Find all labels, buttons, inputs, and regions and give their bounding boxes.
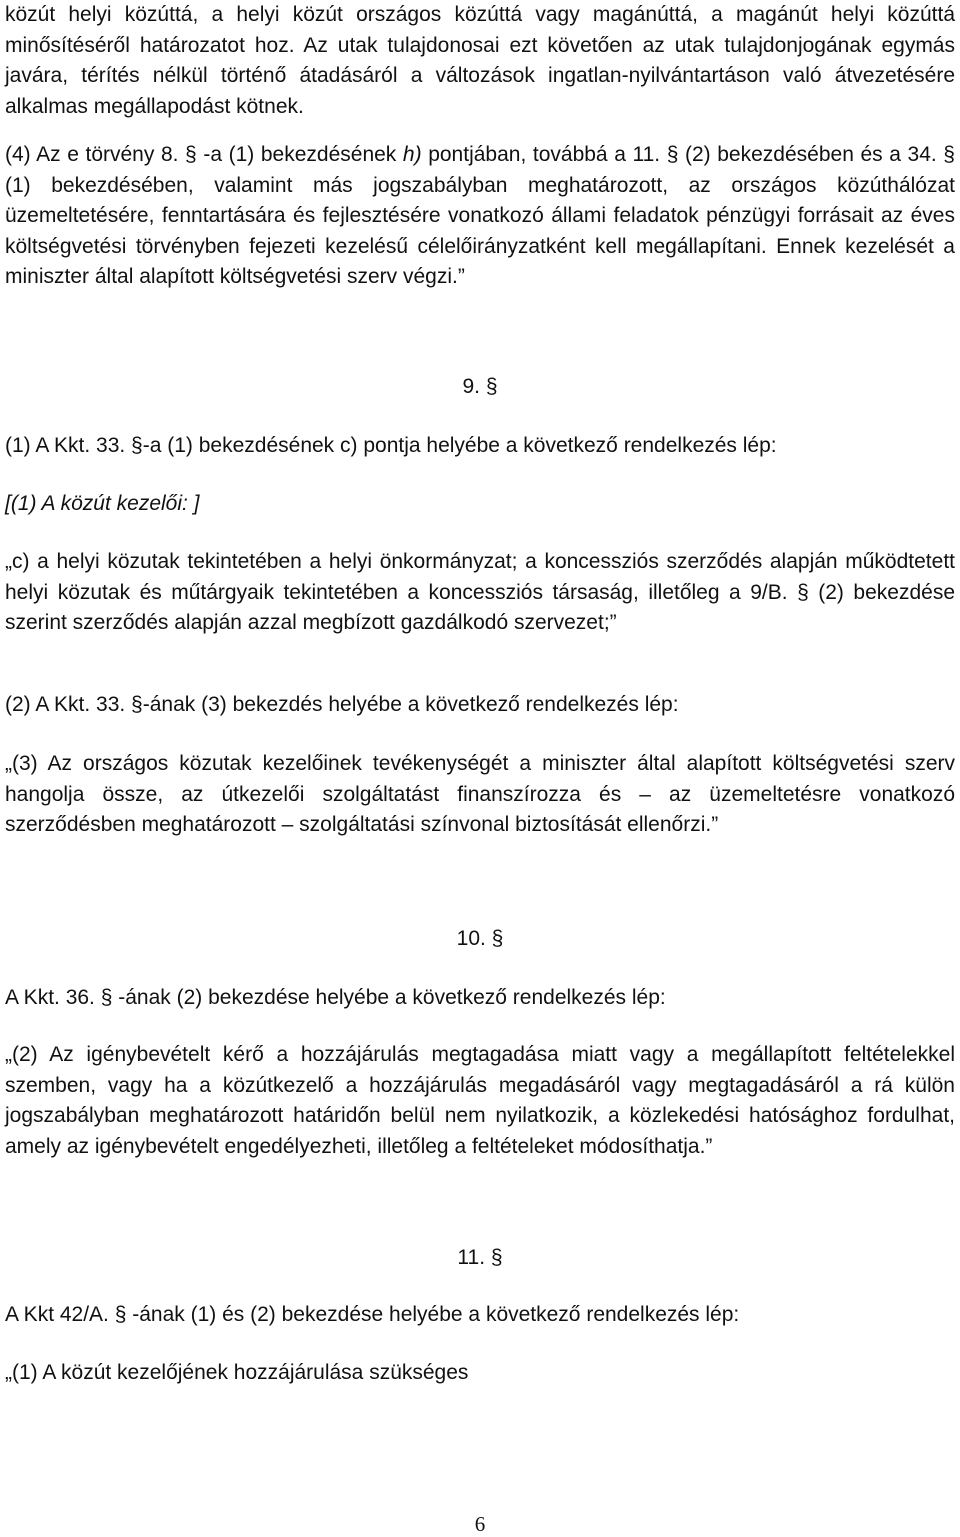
section-heading-10: 10. § bbox=[456, 927, 504, 950]
page-number: 6 bbox=[474, 1512, 486, 1536]
section-9-point-c: „c) a helyi közutak tekintetében a helyi önkormányzat; a koncessziós szerződés alapján működtetett helyi közutak és műtárgyaik tekintetében a koncessziós társaság, illetőleg a 9/B. § (2) bekezdése szerint szerződés alapján azzal megbízott gazdálkodó szervezet;” bbox=[5, 550, 955, 634]
section-11-paragraph-1: A Kkt 42/A. § -ának (1) és (2) bekezdése helyébe a következő rendelkezés lép: bbox=[5, 1303, 740, 1326]
section-9-paragraph-1: (1) A Kkt. 33. §-a (1) bekezdésének c) pontja helyébe a következő rendelkezés lép: bbox=[5, 434, 777, 457]
paragraph-4-point-h: h) bbox=[402, 143, 422, 166]
section-11-paragraph-2: „(1) A közút kezelőjének hozzájárulása szükséges bbox=[5, 1361, 469, 1384]
section-9-paragraph-2: (2) A Kkt. 33. §-ának (3) bekezdés helyébe a következő rendelkezés lép: bbox=[5, 693, 679, 716]
section-heading-11: 11. § bbox=[457, 1246, 503, 1269]
section-10-paragraph-2: „(2) Az igénybevételt kérő a hozzájárulás megtagadása miatt vagy a megállapított feltételekkel szemben, vagy ha a közútkezelő a hozzájárulás megadásáról vagy megtagadásáról a rá külön jogszabályban meghatározott határidőn belül nem nyilatkozik, a közlekedési hatósághoz fordulhat, amely az igénybevételt engedélyezheti, illetőleg a feltételeket módosíthatja.” bbox=[5, 1043, 955, 1158]
section-9-bracket-text: [(1) A közút kezelői: ] bbox=[5, 492, 200, 515]
paragraph-continuation: közút helyi közúttá, a helyi közút országos közúttá vagy magánúttá, a magánút helyi közúttá minősítéséről határozatot hoz. Az utak tulajdonosai ezt követően az utak tulajdonjogának egymás javára, térítés nélkül történő átadásáról a változások ingatlan-nyilvántartáson való átvezetésére alkalmas megállapodást kötnek. bbox=[5, 3, 955, 118]
section-heading-9: 9. § bbox=[462, 375, 498, 398]
paragraph-4-text-a: (4) Az e törvény 8. § -a (1) bekezdésének bbox=[5, 143, 403, 166]
section-10-paragraph-1: A Kkt. 36. § -ának (2) bekezdése helyébe a következő rendelkezés lép: bbox=[5, 986, 666, 1009]
paragraph-4 bbox=[5, 140, 955, 293]
section-9-paragraph-3: „(3) Az országos közutak kezelőinek tevékenységét a miniszter által alapított költségvetési szerv hangolja össze, az útkezelői szolgáltatást finanszírozza és – az üzemeltetésre vonatkozó szerződésben meghatározott – szolgáltatási színvonal biztosítását ellenőrzi.” bbox=[5, 752, 955, 836]
document-page bbox=[5, 0, 955, 1537]
paragraph-4-text-b: pontjában, továbbá a 11. § (2) bekezdésében és a 34. § (1) bekezdésében, valamint más jogszabályban meghatározott, az országos közúthálózat üzemeltetésére, fenntartására és fejlesztésére vonatkozó állami feladatok pénzügyi forrásait az éves költségvetési törvényben fejezeti kezelésű célelőirányzatként kell megállapítani. Ennek kezelését a miniszter által alapított költségvetési szerv végzi.” bbox=[5, 143, 955, 288]
